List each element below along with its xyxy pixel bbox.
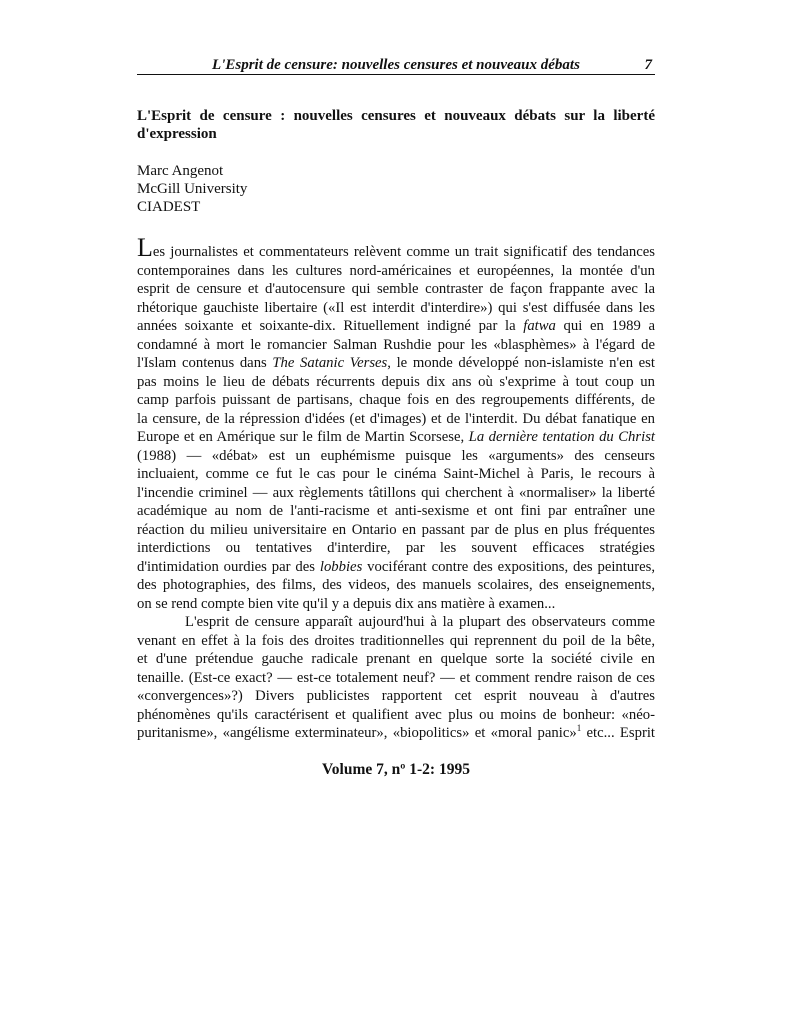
title-line: d'expression — [137, 126, 217, 142]
text-run: réaction du milieu universitaire en Ontario en passant par de plus en plus fréquentes — [137, 521, 655, 538]
body-line — [137, 373, 655, 392]
body-paragraph — [137, 613, 655, 743]
body-line — [137, 706, 655, 725]
text-run: etc... Esprit — [581, 725, 656, 741]
text-run: la censure, de la répression d'idées (et d'images) et de l'interdit. Du débat fanatique en — [137, 410, 655, 427]
body-line — [137, 687, 655, 706]
body-line — [137, 299, 655, 318]
text-run: qui en 1989 a — [555, 318, 655, 334]
author-affiliation: McGill University — [137, 181, 248, 197]
footer-volume: Volume 7, nº 1-2: 1995 — [322, 761, 470, 778]
footnote-marker: 1 — [576, 723, 582, 733]
italic-run: fatwa — [523, 318, 556, 334]
title-line: L'Esprit de censure : nouvelles censures et nouveaux débats sur la liberté — [137, 108, 655, 124]
body-line — [137, 576, 655, 595]
body-line — [137, 465, 655, 484]
header-rule — [137, 74, 655, 75]
body-line — [137, 539, 655, 558]
body-line — [137, 484, 655, 503]
text-run: l'Islam contenus dans — [137, 355, 273, 371]
body-line — [137, 354, 655, 373]
text-run: puritanisme», «angélisme exterminateur», «biopolitics» et «moral panic» — [137, 725, 577, 741]
body-line — [137, 428, 655, 447]
italic-run: La dernière tentation du Christ — [468, 429, 655, 445]
text-run: Europe et en Amérique sur le film de Martin Scorsese, — [137, 429, 469, 445]
article-title — [137, 107, 655, 143]
italic-run: lobbies — [319, 558, 363, 575]
text-run: académique au nom de l'anti-racisme et anti-sexisme et ont fini par entraîner une — [137, 503, 655, 519]
text-run: «convergences»?) Divers publicistes rapportent cet esprit nouveau à d'autres — [137, 688, 655, 704]
body-line — [137, 595, 655, 614]
body-line — [137, 650, 655, 669]
text-run: l'incendie criminel — aux règlements tâtillons qui cherchent à «normaliser» la liberté — [137, 484, 655, 501]
running-header — [137, 56, 655, 74]
text-run: des photographies, des films, des videos, des manuels scolaires, des enseignements, — [137, 577, 655, 593]
body-line — [137, 336, 655, 355]
text-run: contemporaines dans les cultures nord-américaines et européennes, la montée d'un — [137, 262, 655, 279]
page-number: 7 — [644, 57, 652, 73]
body-line — [137, 558, 655, 577]
text-run: rhétorique gauchiste libertaire («Il est interdit d'interdire») qui s'est diffusée dans les — [137, 299, 655, 316]
text-run: et d'une prétendue gauche radicale prenant en quelque sorte la société civile en — [137, 651, 655, 667]
text-run: esprit de censure et d'autocensure qui semble contraster de façon frappante avec la — [137, 281, 655, 297]
running-header-title: L'Esprit de censure: nouvelles censures et nouveaux débats — [212, 57, 580, 73]
body-line — [137, 502, 655, 521]
text-run: , le monde développé non-islamiste n'en est — [387, 355, 655, 371]
text-run: d'intimidation ourdies par des — [137, 558, 320, 575]
article-body — [137, 233, 656, 743]
body-line — [137, 233, 655, 262]
text-run: interdictions ou tentatives d'interdire, par les souvent efficaces stratégies — [137, 540, 655, 556]
text-run: années soixante et soixante-dix. Rituellement indigné par la — [137, 318, 524, 334]
text-run: pas moins le lieu de débats récurrents depuis dix ans où s'exprime à tout coup un — [137, 373, 655, 390]
text-run: condamné à mort le romancier Salman Rushdie pour les «blasphèmes» à l'égard de — [137, 336, 655, 353]
body-line — [137, 521, 655, 540]
text-run: camp parfois puissant de partisans, chaque fois en des regroupements différents, de — [137, 392, 655, 408]
text-run: tenaille. (Est-ce exact? — est-ce totalement neuf? — et comment rendre raison de ces — [137, 669, 655, 686]
body-line — [137, 280, 655, 299]
body-line — [137, 410, 655, 429]
author-name: Marc Angenot — [137, 163, 224, 179]
body-line — [137, 391, 655, 410]
body-line — [137, 632, 655, 651]
text-run: es journalistes et commentateurs relèvent comme un trait significatif des tendances — [152, 244, 655, 260]
text-run: on se rend compte bien vite qu'il y a depuis dix ans matière à examen... — [137, 595, 556, 612]
drop-cap: L — [137, 233, 153, 262]
author-block — [137, 162, 655, 216]
body-paragraph — [137, 233, 655, 613]
body-line — [137, 613, 655, 632]
text-run: phénomènes qu'ils caractérisent et qualifient avec plus ou moins de bonheur: «néo- — [137, 706, 655, 723]
text-run: venant en effet à la fois des droites traditionnelles qui reprennent du poil de la bête, — [137, 632, 655, 649]
text-run: L'esprit de censure apparaît aujourd'hui à la plupart des observateurs comme — [185, 614, 655, 630]
body-line — [137, 317, 655, 336]
body-line — [137, 724, 655, 743]
text-run: (1988) — «débat» est un euphémisme puisque les «arguments» des censeurs — [137, 447, 655, 464]
body-line — [137, 447, 655, 466]
italic-run: The Satanic Verses — [272, 355, 388, 371]
author-research-centre: CIADEST — [137, 199, 201, 215]
text-run: incluaient, comme ce fut le cas pour le cinéma Saint-Michel à Paris, le recours à — [137, 466, 655, 482]
text-run: vociférant contre des expositions, des peintures, — [362, 558, 655, 575]
body-line — [137, 262, 655, 281]
body-line — [137, 669, 655, 688]
